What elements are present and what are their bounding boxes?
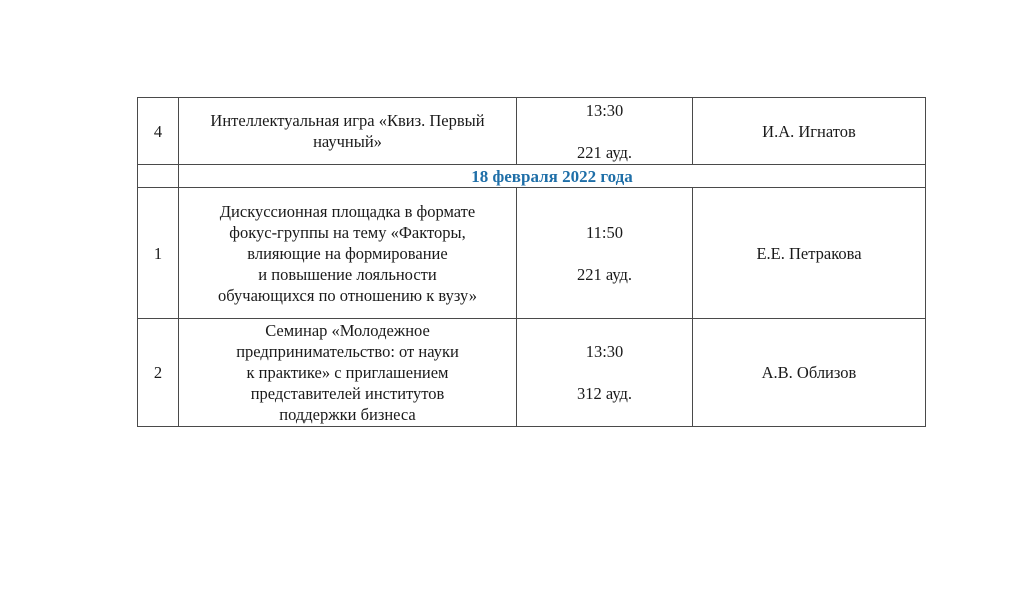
- time-cell: [517, 319, 693, 427]
- event-room: 221 ауд.: [576, 264, 633, 284]
- date-heading: 18 февраля 2022 года: [179, 165, 926, 188]
- responsible-cell: И.А. Игнатов: [693, 98, 926, 165]
- event-cell: [179, 98, 517, 165]
- empty-cell: [138, 165, 179, 188]
- event-cell: [179, 319, 517, 427]
- table-row: [138, 188, 926, 319]
- time-cell: [517, 98, 693, 165]
- time-cell: [517, 188, 693, 319]
- table-row: [138, 98, 926, 165]
- date-row: [138, 165, 926, 188]
- event-cell: [179, 188, 517, 319]
- event-room: 312 ауд.: [576, 384, 633, 403]
- responsible-cell: А.В. Облизов: [693, 319, 926, 427]
- event-time: 11:50: [586, 222, 623, 242]
- event-time: 13:30: [585, 100, 624, 120]
- table-row: [138, 319, 926, 427]
- event-title: Семинар «Молодежное предпринимательство: от науки к практике» с приглашением представителей институтов поддержки бизнеса: [236, 321, 459, 424]
- responsible-cell: Е.Е. Петракова: [693, 188, 926, 319]
- event-title: Интеллектуальная игра «Квиз. Первый научный»: [210, 111, 485, 151]
- row-number: 2: [138, 319, 179, 427]
- schedule-table: [137, 97, 926, 427]
- event-room: 221 ауд.: [576, 142, 633, 162]
- event-title: Дискуссионная площадка в формате фокус-группы на тему «Факторы, влияющие на формирование и повышение лояльности обучающихся по отношению к вузу»: [218, 201, 477, 305]
- event-time: 13:30: [585, 342, 624, 361]
- row-number: 4: [138, 98, 179, 165]
- row-number: 1: [138, 188, 179, 319]
